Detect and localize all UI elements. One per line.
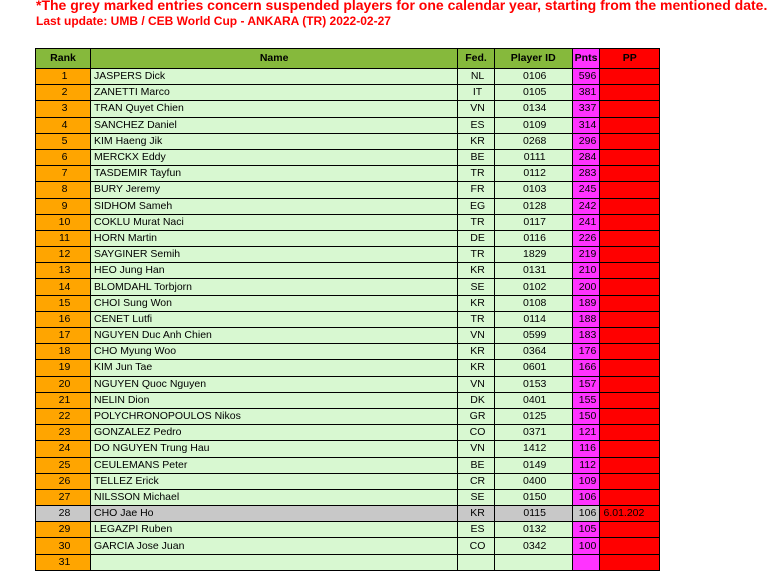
points-cell: 596 — [572, 69, 600, 85]
federation-cell: KR — [458, 133, 495, 149]
player-name-cell: KIM Haeng Jik — [90, 133, 457, 149]
player-id-cell: 0117 — [494, 214, 572, 230]
player-name-cell — [90, 554, 457, 570]
player-id-cell: 0132 — [494, 522, 572, 538]
points-cell: 219 — [572, 247, 600, 263]
table-row[interactable] — [36, 473, 660, 489]
table-row[interactable] — [36, 133, 660, 149]
player-id-cell — [494, 554, 572, 570]
pp-cell — [600, 149, 660, 165]
player-id-cell: 0131 — [494, 263, 572, 279]
table-row[interactable] — [36, 279, 660, 295]
rank-cell: 14 — [36, 279, 91, 295]
federation-cell: ES — [458, 522, 495, 538]
rank-cell: 22 — [36, 408, 91, 424]
federation-cell: CO — [458, 425, 495, 441]
rank-cell: 25 — [36, 457, 91, 473]
rank-cell: 28 — [36, 506, 91, 522]
pp-cell — [600, 489, 660, 505]
points-cell: 189 — [572, 295, 600, 311]
player-id-cell: 0400 — [494, 473, 572, 489]
rank-cell: 4 — [36, 117, 91, 133]
federation-cell: KR — [458, 506, 495, 522]
rank-cell: 30 — [36, 538, 91, 554]
rank-cell: 21 — [36, 392, 91, 408]
table-row[interactable] — [36, 117, 660, 133]
pp-cell — [600, 101, 660, 117]
points-cell — [572, 554, 600, 570]
player-name-cell: SANCHEZ Daniel — [90, 117, 457, 133]
player-id-cell: 0115 — [494, 506, 572, 522]
player-name-cell: HEO Jung Han — [90, 263, 457, 279]
player-id-cell: 0109 — [494, 117, 572, 133]
rank-cell: 5 — [36, 133, 91, 149]
rank-cell: 29 — [36, 522, 91, 538]
player-name-cell: SIDHOM Sameh — [90, 198, 457, 214]
rank-cell: 18 — [36, 344, 91, 360]
ranking-table — [35, 48, 660, 571]
table-row[interactable] — [36, 376, 660, 392]
table-row[interactable] — [36, 182, 660, 198]
player-id-cell: 0112 — [494, 166, 572, 182]
pp-cell — [600, 425, 660, 441]
suspension-note: *The grey marked entries concern suspended players for one calendar year, starting from the mentioned date. — [36, 0, 767, 13]
player-name-cell: LEGAZPI Ruben — [90, 522, 457, 538]
points-cell: 106 — [572, 489, 600, 505]
federation-cell: KR — [458, 344, 495, 360]
player-name-cell: TELLEZ Erick — [90, 473, 457, 489]
player-id-cell: 0401 — [494, 392, 572, 408]
points-cell: 210 — [572, 263, 600, 279]
player-id-cell: 0108 — [494, 295, 572, 311]
federation-cell: BE — [458, 457, 495, 473]
player-name-cell: BURY Jeremy — [90, 182, 457, 198]
pp-cell: 6.01.202 — [600, 506, 660, 522]
pp-cell — [600, 441, 660, 457]
pp-cell — [600, 85, 660, 101]
player-name-cell: CHO Jae Ho — [90, 506, 457, 522]
player-id-cell: 0128 — [494, 198, 572, 214]
player-name-cell: CHOI Sung Won — [90, 295, 457, 311]
column-header-player-id[interactable]: Player ID — [494, 49, 572, 69]
points-cell: 188 — [572, 311, 600, 327]
points-cell: 242 — [572, 198, 600, 214]
points-cell: 284 — [572, 149, 600, 165]
table-row[interactable] — [36, 425, 660, 441]
points-cell: 112 — [572, 457, 600, 473]
table-row[interactable] — [36, 230, 660, 246]
federation-cell: KR — [458, 295, 495, 311]
player-name-cell: GONZALEZ Pedro — [90, 425, 457, 441]
rank-cell: 11 — [36, 230, 91, 246]
pp-cell — [600, 263, 660, 279]
player-name-cell: HORN Martin — [90, 230, 457, 246]
table-row[interactable] — [36, 457, 660, 473]
federation-cell: DE — [458, 230, 495, 246]
player-name-cell: CHO Myung Woo — [90, 344, 457, 360]
federation-cell: GR — [458, 408, 495, 424]
table-row[interactable] — [36, 263, 660, 279]
rank-cell: 1 — [36, 69, 91, 85]
ranking-table-body — [36, 69, 660, 571]
table-row[interactable] — [36, 69, 660, 85]
table-row[interactable] — [36, 522, 660, 538]
table-row[interactable] — [36, 328, 660, 344]
player-name-cell: KIM Jun Tae — [90, 360, 457, 376]
column-header-rank[interactable]: Rank — [36, 49, 91, 69]
rank-cell: 2 — [36, 85, 91, 101]
pp-cell — [600, 295, 660, 311]
federation-cell: EG — [458, 198, 495, 214]
points-cell: 226 — [572, 230, 600, 246]
player-name-cell: COKLU Murat Naci — [90, 214, 457, 230]
player-id-cell: 0105 — [494, 85, 572, 101]
pp-cell — [600, 247, 660, 263]
table-row[interactable] — [36, 101, 660, 117]
points-cell: 150 — [572, 408, 600, 424]
federation-cell — [458, 554, 495, 570]
pp-cell — [600, 279, 660, 295]
points-cell: 121 — [572, 425, 600, 441]
player-id-cell: 0111 — [494, 149, 572, 165]
federation-cell: IT — [458, 85, 495, 101]
player-name-cell: NGUYEN Duc Anh Chien — [90, 328, 457, 344]
player-name-cell: CEULEMANS Peter — [90, 457, 457, 473]
table-row[interactable] — [36, 214, 660, 230]
rank-cell: 3 — [36, 101, 91, 117]
column-header-name[interactable]: Name — [90, 49, 457, 69]
points-cell: 296 — [572, 133, 600, 149]
rank-cell: 6 — [36, 149, 91, 165]
points-cell: 314 — [572, 117, 600, 133]
player-id-cell: 0342 — [494, 538, 572, 554]
column-header-pp[interactable]: PP — [600, 49, 660, 69]
points-cell: 337 — [572, 101, 600, 117]
federation-cell: VN — [458, 101, 495, 117]
table-row[interactable] — [36, 149, 660, 165]
points-cell: 157 — [572, 376, 600, 392]
player-name-cell: BLOMDAHL Torbjorn — [90, 279, 457, 295]
player-id-cell: 0268 — [494, 133, 572, 149]
table-row[interactable] — [36, 506, 660, 522]
pp-cell — [600, 522, 660, 538]
pp-cell — [600, 117, 660, 133]
table-row[interactable] — [36, 198, 660, 214]
federation-cell: BE — [458, 149, 495, 165]
player-id-cell: 0149 — [494, 457, 572, 473]
pp-cell — [600, 69, 660, 85]
points-cell: 155 — [572, 392, 600, 408]
federation-cell: KR — [458, 263, 495, 279]
pp-cell — [600, 328, 660, 344]
points-cell: 106 — [572, 506, 600, 522]
table-row[interactable] — [36, 489, 660, 505]
federation-cell: TR — [458, 166, 495, 182]
rank-cell: 26 — [36, 473, 91, 489]
rank-cell: 10 — [36, 214, 91, 230]
player-id-cell: 0125 — [494, 408, 572, 424]
pp-cell — [600, 182, 660, 198]
player-name-cell: TRAN Quyet Chien — [90, 101, 457, 117]
federation-cell: NL — [458, 69, 495, 85]
rank-cell: 16 — [36, 311, 91, 327]
points-cell: 245 — [572, 182, 600, 198]
pp-cell — [600, 344, 660, 360]
rank-cell: 9 — [36, 198, 91, 214]
table-row[interactable] — [36, 554, 660, 570]
rank-cell: 17 — [36, 328, 91, 344]
rank-cell: 7 — [36, 166, 91, 182]
federation-cell: TR — [458, 311, 495, 327]
player-name-cell: TASDEMIR Tayfun — [90, 166, 457, 182]
player-id-cell: 0599 — [494, 328, 572, 344]
pp-cell — [600, 392, 660, 408]
player-id-cell: 0103 — [494, 182, 572, 198]
points-cell: 176 — [572, 344, 600, 360]
rank-cell: 15 — [36, 295, 91, 311]
player-id-cell: 1829 — [494, 247, 572, 263]
player-id-cell: 0106 — [494, 69, 572, 85]
player-name-cell: MERCKX Eddy — [90, 149, 457, 165]
table-row[interactable] — [36, 247, 660, 263]
table-row[interactable] — [36, 392, 660, 408]
last-update-line: Last update: UMB / CEB World Cup - ANKARA (TR) 2022-02-27 — [36, 14, 391, 28]
column-header-fed[interactable]: Fed. — [458, 49, 495, 69]
points-cell: 283 — [572, 166, 600, 182]
player-name-cell: CENET Lutfi — [90, 311, 457, 327]
table-header-row — [36, 49, 660, 69]
federation-cell: ES — [458, 117, 495, 133]
column-header-pnts[interactable]: Pnts — [572, 49, 600, 69]
rank-cell: 12 — [36, 247, 91, 263]
federation-cell: VN — [458, 328, 495, 344]
pp-cell — [600, 473, 660, 489]
federation-cell: CO — [458, 538, 495, 554]
table-row[interactable] — [36, 166, 660, 182]
rank-cell: 31 — [36, 554, 91, 570]
federation-cell: SE — [458, 489, 495, 505]
player-id-cell: 0102 — [494, 279, 572, 295]
points-cell: 183 — [572, 328, 600, 344]
pp-cell — [600, 554, 660, 570]
table-row[interactable] — [36, 360, 660, 376]
points-cell: 200 — [572, 279, 600, 295]
player-name-cell: POLYCHRONOPOULOS Nikos — [90, 408, 457, 424]
federation-cell: FR — [458, 182, 495, 198]
rank-cell: 20 — [36, 376, 91, 392]
table-row[interactable] — [36, 441, 660, 457]
federation-cell: VN — [458, 441, 495, 457]
table-row[interactable] — [36, 344, 660, 360]
pp-cell — [600, 360, 660, 376]
federation-cell: TR — [458, 214, 495, 230]
points-cell: 166 — [572, 360, 600, 376]
pp-cell — [600, 133, 660, 149]
rank-cell: 13 — [36, 263, 91, 279]
pp-cell — [600, 538, 660, 554]
table-row[interactable] — [36, 408, 660, 424]
pp-cell — [600, 166, 660, 182]
player-id-cell: 0116 — [494, 230, 572, 246]
pp-cell — [600, 198, 660, 214]
points-cell: 100 — [572, 538, 600, 554]
table-row[interactable] — [36, 85, 660, 101]
player-id-cell: 0150 — [494, 489, 572, 505]
player-id-cell: 0114 — [494, 311, 572, 327]
player-name-cell: JASPERS Dick — [90, 69, 457, 85]
player-id-cell: 1412 — [494, 441, 572, 457]
player-name-cell: NELIN Dion — [90, 392, 457, 408]
pp-cell — [600, 214, 660, 230]
player-id-cell: 0371 — [494, 425, 572, 441]
points-cell: 241 — [572, 214, 600, 230]
table-row[interactable] — [36, 538, 660, 554]
pp-cell — [600, 376, 660, 392]
rank-cell: 24 — [36, 441, 91, 457]
points-cell: 109 — [572, 473, 600, 489]
federation-cell: VN — [458, 376, 495, 392]
federation-cell: DK — [458, 392, 495, 408]
points-cell: 105 — [572, 522, 600, 538]
rank-cell: 27 — [36, 489, 91, 505]
player-id-cell: 0153 — [494, 376, 572, 392]
pp-cell — [600, 230, 660, 246]
points-cell: 381 — [572, 85, 600, 101]
player-id-cell: 0134 — [494, 101, 572, 117]
pp-cell — [600, 408, 660, 424]
rank-cell: 23 — [36, 425, 91, 441]
player-id-cell: 0364 — [494, 344, 572, 360]
federation-cell: SE — [458, 279, 495, 295]
table-row[interactable] — [36, 295, 660, 311]
player-name-cell: NGUYEN Quoc Nguyen — [90, 376, 457, 392]
player-name-cell: GARCIA Jose Juan — [90, 538, 457, 554]
federation-cell: CR — [458, 473, 495, 489]
points-cell: 116 — [572, 441, 600, 457]
rank-cell: 19 — [36, 360, 91, 376]
pp-cell — [600, 457, 660, 473]
player-id-cell: 0601 — [494, 360, 572, 376]
player-name-cell: DO NGUYEN Trung Hau — [90, 441, 457, 457]
rank-cell: 8 — [36, 182, 91, 198]
table-row[interactable] — [36, 311, 660, 327]
federation-cell: KR — [458, 360, 495, 376]
player-name-cell: ZANETTI Marco — [90, 85, 457, 101]
pp-cell — [600, 311, 660, 327]
player-name-cell: NILSSON Michael — [90, 489, 457, 505]
federation-cell: TR — [458, 247, 495, 263]
player-name-cell: SAYGINER Semih — [90, 247, 457, 263]
